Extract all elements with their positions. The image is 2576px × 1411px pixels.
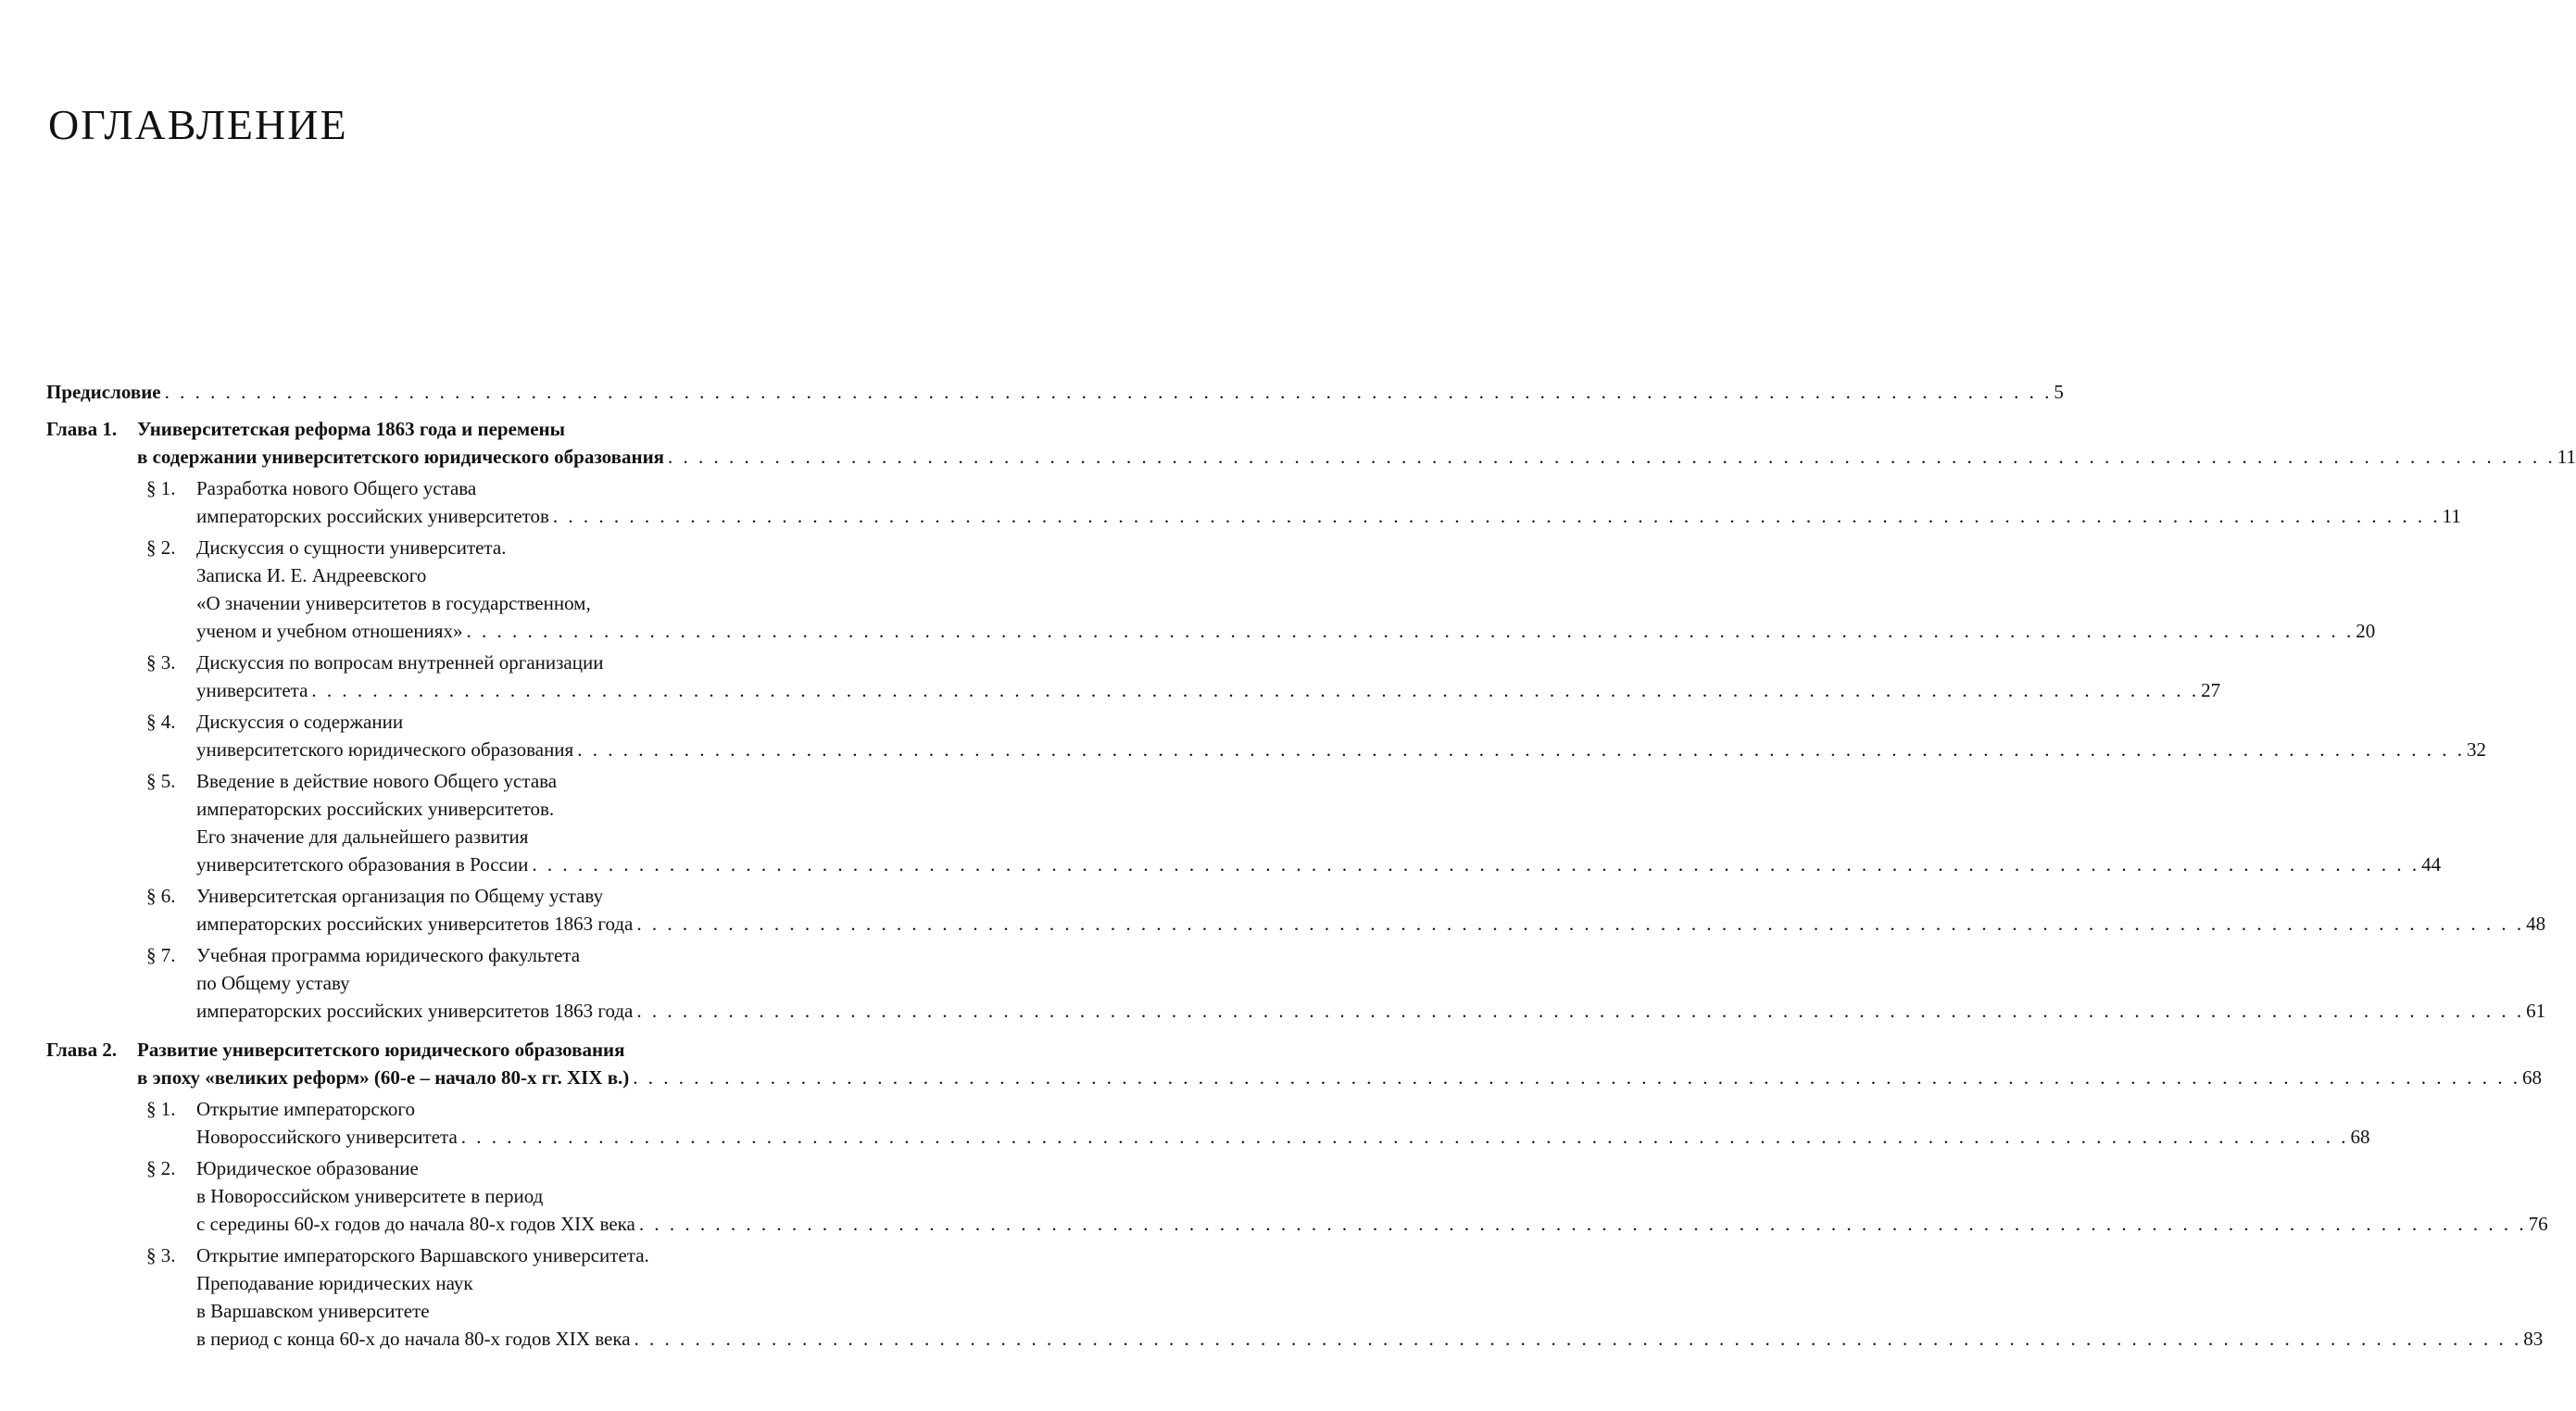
section-number: § 2. [146,536,176,559]
section-number: § 4. [146,711,176,733]
section-title [196,708,2486,763]
dot-leader [636,910,2524,938]
section-title [196,941,2545,1025]
entry-title-line: императорских российских университетов. [196,798,555,820]
entry-title-line: ученом и учебном отношениях» [196,620,463,642]
table-of-contents [46,378,2576,1364]
entry-title-line: Введение в действие нового Общего устава [196,770,558,792]
entry-last-line [196,997,2545,1025]
entry-title-line: Университетская организация по Общему уставу [196,885,604,907]
entry-title-line: в эпоху «великих реформ» (60-е – начало 80-х гг. XIX в.) [137,1066,630,1089]
entry-title-line: Открытие императорского Варшавского университета. [196,1244,649,1266]
page-number: 32 [2466,738,2486,761]
dot-leader [311,676,2199,704]
toc-entry-section[interactable] [137,534,2376,645]
section-title [196,1154,2548,1238]
dot-leader [461,1123,2349,1151]
entry-title-line: императорских российских университетов 1863 года [196,1000,634,1022]
section-title [196,1095,2370,1151]
page-number: 48 [2526,913,2546,935]
chapter-title [137,1036,2542,1091]
page-number: 5 [2054,381,2064,403]
entry-title-line: Открытие императорского [196,1098,415,1120]
toc-entry-chapter[interactable] [46,1036,2543,1091]
entry-title-line: Разработка нового Общего устава [196,477,477,499]
section-number: § 5. [146,770,176,792]
page-number: 61 [2526,1000,2546,1022]
entry-title-line: Юридическое образование [196,1157,419,1179]
chapter-title [137,415,2576,471]
section-title [196,534,2375,645]
dot-leader [636,997,2524,1025]
section-number: § 3. [146,651,176,674]
section-number: § 2. [146,1157,176,1179]
entry-title-line: в содержании университетского юридического образования [137,446,665,468]
dot-leader [635,1325,2522,1353]
page-number: 11 [2557,446,2576,468]
chapter-list [46,415,2576,1353]
chapter-number: Глава 1. [46,418,118,440]
section-list [137,1095,2548,1353]
toc-entry-chapter[interactable] [46,415,2576,471]
entry-title-line: Дискуссия о содержании [196,711,404,733]
toc-entry-section[interactable] [137,1095,2370,1151]
entry-title-line: Его значение для дальнейшего развития [196,825,529,848]
entry-last-line [137,443,2576,471]
entry-title-line: в Новороссийском университете в период [196,1185,544,1207]
entry-title-line: по Общему уставу [196,972,350,994]
chapter-block [46,415,2576,1025]
section-list [137,474,2546,1025]
entry-last-line [196,1123,2370,1151]
page-title: ОГЛАВЛЕНИЕ [48,101,348,148]
entry-last-line [196,850,2441,878]
section-title [196,767,2441,878]
section-number: § 6. [146,885,176,907]
section-number: § 3. [146,1244,176,1266]
entry-title-line: университета [196,679,308,701]
dot-leader [668,443,2556,471]
dot-leader [639,1210,2527,1238]
section-title [196,649,2220,704]
page-number: 20 [2356,620,2376,642]
page-number: 11 [2442,505,2461,527]
entry-title-line: Учебная программа юридического факультета [196,944,581,966]
section-number: § 7. [146,944,176,966]
toc-entry-section[interactable] [137,708,2486,763]
dot-leader [466,617,2354,645]
toc-entry-section[interactable] [137,767,2442,878]
entry-last-line [196,617,2375,645]
entry-title-line: императорских российских университетов [196,505,549,527]
entry-last-line [196,1325,2543,1353]
toc-entry-preface[interactable] [46,378,2064,406]
toc-entry-section[interactable] [137,941,2546,1025]
entry-title-line: Преподавание юридических наук [196,1272,473,1294]
section-title [196,882,2545,938]
entry-title-line: в период с конца 60-х до начала 80-х годов XIX века [196,1328,631,1350]
entry-title-line: «О значении университетов в государственном, [196,592,591,614]
toc-entry-section[interactable] [137,1154,2548,1238]
entry-title-line: Записка И. Е. Андреевского [196,564,427,586]
dot-leader [165,378,2053,406]
entry-title-line: университетского юридического образования [196,738,574,761]
toc-entry-section[interactable] [137,649,2221,704]
dot-leader [553,502,2441,530]
toc-entry-section[interactable] [137,474,2461,530]
entry-title-line: императорских российских университетов 1863 года [196,913,634,935]
entry-title-line: университетского образования в России [196,853,529,876]
entry-title-line: Новороссийского университета [196,1126,458,1148]
entry-title-line: Университетская реформа 1863 года и перемены [137,418,566,440]
page-number: 44 [2421,853,2442,876]
section-number: § 1. [146,1098,176,1120]
entry-title-line: Дискуссия по вопросам внутренней организации [196,651,604,674]
page-number: 76 [2528,1213,2548,1235]
dot-leader [633,1064,2520,1091]
preface-label: Предисловие [46,381,161,403]
entry-title-line: в Варшавском университете [196,1300,430,1322]
section-title [196,1241,2543,1353]
entry-title-line: Дискуссия о сущности университета. [196,536,507,559]
page-number: 83 [2523,1328,2544,1350]
entry-title-line: с середины 60-х годов до начала 80-х годов XIX века [196,1213,635,1235]
entry-title-line: Развитие университетского юридического образования [137,1039,625,1061]
entry-last-line [196,736,2486,763]
page-number: 68 [2522,1066,2543,1089]
toc-entry-section[interactable] [137,1241,2544,1353]
toc-entry-section[interactable] [137,882,2546,938]
section-title [196,474,2461,530]
dot-leader [532,850,2419,878]
entry-last-line [196,1210,2548,1238]
entry-last-line [137,1064,2542,1091]
entry-last-line [196,502,2461,530]
chapter-block [46,1036,2548,1353]
chapter-number: Глава 2. [46,1039,118,1061]
page-number: 27 [2201,679,2221,701]
entry-last-line [196,910,2545,938]
page-number: 68 [2350,1126,2370,1148]
section-number: § 1. [146,477,176,499]
dot-leader [577,736,2465,763]
entry-last-line [196,676,2220,704]
